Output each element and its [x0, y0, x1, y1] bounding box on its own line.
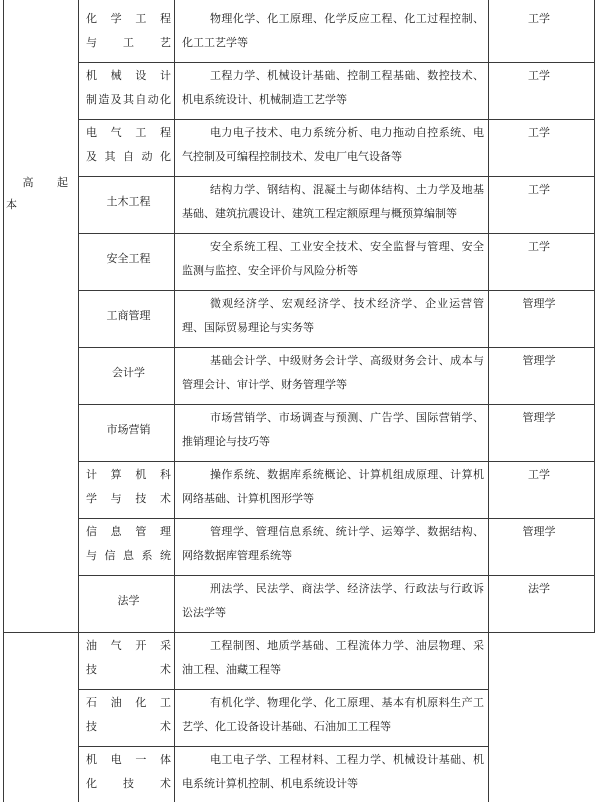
column-divider-courses — [488, 0, 489, 802]
course-list: 安全系统工程、工业安全技术、安全监督与管理、安全监测与监控、安全评价与风险分析等 — [182, 240, 484, 277]
major-name: 工商管理 — [106, 309, 151, 322]
course-list: 有机化学、物理化学、化工原理、基本有机原料生产工艺学、化工设备设计基础、石油加工工程等 — [182, 696, 484, 733]
level-label-line2: 本 — [6, 198, 17, 211]
degree-type: 管理学 — [522, 354, 556, 367]
row-divider — [78, 746, 489, 747]
row-divider — [78, 176, 595, 177]
major-name: 市场营销 — [106, 423, 151, 436]
major-name: 油气开采 技术 — [86, 639, 171, 676]
course-list: 刑法学、民法学、商法学、经济法学、行政法与行政诉讼法学等 — [182, 582, 484, 619]
degree-type: 管理学 — [522, 411, 556, 424]
course-list: 管理学、管理信息系统、统计学、运筹学、数据结构、网络数据库管理系统等 — [182, 525, 484, 562]
course-list: 微观经济学、宏观经济学、技术经济学、企业运营管理、国际贸易理论与实务等 — [182, 297, 484, 334]
major-name: 机电一体 化技术 — [86, 753, 171, 790]
column-divider-level — [78, 0, 79, 802]
row-divider — [78, 689, 489, 690]
major-name: 电气工程 及其自动化 — [86, 126, 171, 163]
level-label-line1: 高 起 — [22, 176, 78, 189]
degree-type: 工学 — [528, 468, 550, 481]
course-list: 物理化学、化工原理、化学反应工程、化工过程控制、化工工艺学等 — [182, 12, 484, 49]
row-divider — [78, 290, 595, 291]
major-name: 计算机科 学与技术 — [86, 468, 171, 505]
major-name: 化学工程 与工艺 — [86, 12, 171, 49]
course-list: 电力电子技术、电力系统分析、电力拖动自控系统、电气控制及可编程控制技术、发电厂电气设备等 — [182, 126, 484, 163]
row-divider — [78, 518, 595, 519]
degree-type: 工学 — [528, 183, 550, 196]
major-name: 会计学 — [112, 366, 145, 379]
course-list: 基础会计学、中级财务会计学、高级财务会计、成本与管理会计、审计学、财务管理学等 — [182, 354, 484, 391]
row-divider — [78, 575, 595, 576]
row-divider — [78, 233, 595, 234]
table-border-left — [3, 0, 4, 802]
row-divider — [78, 404, 595, 405]
major-name: 机械设计 制造及其自动化 — [86, 69, 171, 106]
degree-type: 工学 — [528, 12, 550, 25]
column-divider-major — [174, 0, 175, 802]
course-list: 结构力学、钢结构、混凝土与砌体结构、土力学及地基基础、建筑抗震设计、建筑工程定额原理与概预算编制等 — [182, 183, 484, 220]
level-label — [6, 172, 78, 216]
major-name: 土木工程 — [106, 195, 151, 208]
major-name: 信息管理 与信息系统 — [86, 525, 171, 562]
table-border-right — [594, 0, 595, 632]
row-divider — [78, 347, 595, 348]
section-divider — [3, 632, 595, 633]
course-list: 工程力学、机械设计基础、控制工程基础、数控技术、机电系统设计、机械制造工艺学等 — [182, 69, 484, 106]
row-divider — [78, 461, 595, 462]
course-list: 操作系统、数据库系统概论、计算机组成原理、计算机网络基础、计算机图形学等 — [182, 468, 484, 505]
major-name: 法学 — [117, 594, 140, 607]
major-name: 安全工程 — [106, 252, 151, 265]
course-list: 电工电子学、工程材料、工程力学、机械设计基础、机电系统计算机控制、机电系统设计等 — [182, 753, 484, 790]
major-name: 石油化工 技术 — [86, 696, 171, 733]
degree-type: 工学 — [528, 126, 550, 139]
degree-type: 工学 — [528, 240, 550, 253]
row-divider — [78, 119, 595, 120]
course-list: 工程制图、地质学基础、工程流体力学、油层物理、采油工程、油藏工程等 — [182, 639, 484, 676]
degree-type: 管理学 — [522, 525, 556, 538]
degree-type: 法学 — [528, 582, 550, 595]
row-divider — [78, 62, 595, 63]
degree-type: 管理学 — [522, 297, 556, 310]
course-list: 市场营销学、市场调查与预测、广告学、国际营销学、推销理论与技巧等 — [182, 411, 484, 448]
degree-type: 工学 — [528, 69, 550, 82]
